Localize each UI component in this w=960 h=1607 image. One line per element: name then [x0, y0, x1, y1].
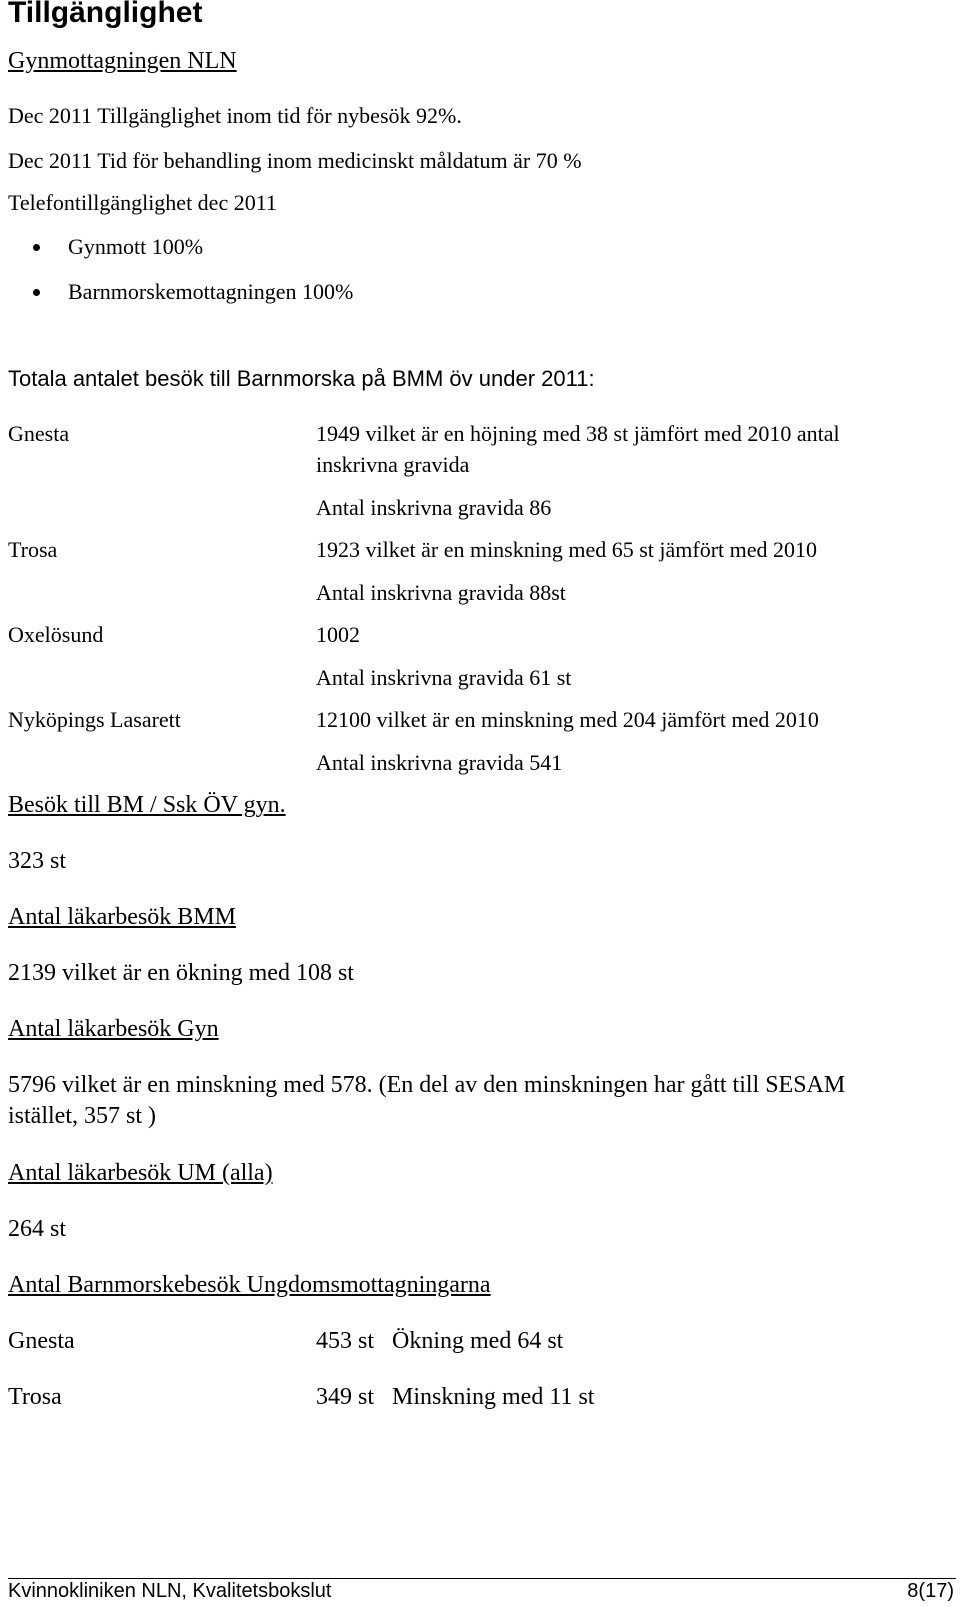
youth-heading: Antal Barnmorskebesök Ungdomsmottagningarna	[8, 1272, 491, 1298]
clinic-name-oxelosund: Oxelösund	[8, 622, 104, 647]
doctor-gyn-value-line2: istället, 357 st )	[8, 1103, 156, 1129]
bm-ssk-value: 323 st	[8, 848, 67, 874]
doctor-um-value: 264 st	[8, 1216, 67, 1242]
youth-name-trosa: Trosa	[8, 1384, 62, 1410]
clinic-oxelosund-enrolled: Antal inskrivna gravida 61 st	[316, 665, 572, 690]
clinic-name-gnesta: Gnesta	[8, 421, 70, 446]
footer-divider	[8, 1578, 956, 1579]
section-subtitle: Gynmottagningen NLN	[8, 48, 237, 74]
bm-ssk-heading: Besök till BM / Ssk ÖV gyn.	[8, 792, 286, 818]
doctor-gyn-value-line1: 5796 vilket är en minskning med 578. (En del av den minskningen har gått till SESAM	[8, 1072, 846, 1098]
access-line-1: Dec 2011 Tillgänglighet inom tid för nybesök 92%.	[8, 103, 462, 128]
footer-page-number: 8(17)	[907, 1580, 954, 1602]
access-line-2: Dec 2011 Tid för behandling inom medicinskt måldatum är 70 %	[8, 148, 582, 173]
doctor-gyn-heading: Antal läkarbesök Gyn	[8, 1016, 219, 1042]
youth-name-gnesta: Gnesta	[8, 1328, 75, 1354]
clinic-name-trosa: Trosa	[8, 537, 58, 562]
bullet-item-gynmott: Gynmott 100%	[68, 234, 204, 259]
clinic-gnesta-visits: 1949 vilket är en höjning med 38 st jämfört med 2010 antal	[316, 421, 840, 446]
bullet-icon	[33, 289, 40, 296]
doctor-bmm-value: 2139 vilket är en ökning med 108 st	[8, 960, 354, 986]
clinic-nykoping-enrolled: Antal inskrivna gravida 541	[316, 750, 563, 775]
footer-left: Kvinnokliniken NLN, Kvalitetsbokslut	[8, 1580, 332, 1602]
youth-change-gnesta: Ökning med 64 st	[392, 1328, 564, 1354]
visits-heading: Totala antalet besök till Barnmorska på BMM öv under 2011:	[8, 366, 595, 391]
youth-count-trosa: 349 st	[316, 1384, 375, 1410]
youth-change-trosa: Minskning med 11 st	[392, 1384, 595, 1410]
clinic-oxelosund-visits: 1002	[316, 622, 360, 647]
doctor-um-heading: Antal läkarbesök UM (alla)	[8, 1160, 273, 1186]
clinic-name-nykoping: Nyköpings Lasarett	[8, 707, 181, 732]
clinic-gnesta-enrolled: Antal inskrivna gravida 86	[316, 495, 552, 520]
doctor-bmm-heading: Antal läkarbesök BMM	[8, 904, 236, 930]
access-line-3: Telefontillgänglighet dec 2011	[8, 190, 277, 215]
clinic-gnesta-visits-cont: inskrivna gravida	[316, 452, 470, 477]
page-title: Tillgänglighet	[8, 0, 203, 29]
clinic-trosa-enrolled: Antal inskrivna gravida 88st	[316, 580, 566, 605]
bullet-item-barnmorske: Barnmorskemottagningen 100%	[68, 279, 354, 304]
youth-count-gnesta: 453 st	[316, 1328, 375, 1354]
clinic-trosa-visits: 1923 vilket är en minskning med 65 st jämfört med 2010	[316, 537, 818, 562]
bullet-icon	[33, 244, 40, 251]
clinic-nykoping-visits: 12100 vilket är en minskning med 204 jämfört med 2010	[316, 707, 819, 732]
